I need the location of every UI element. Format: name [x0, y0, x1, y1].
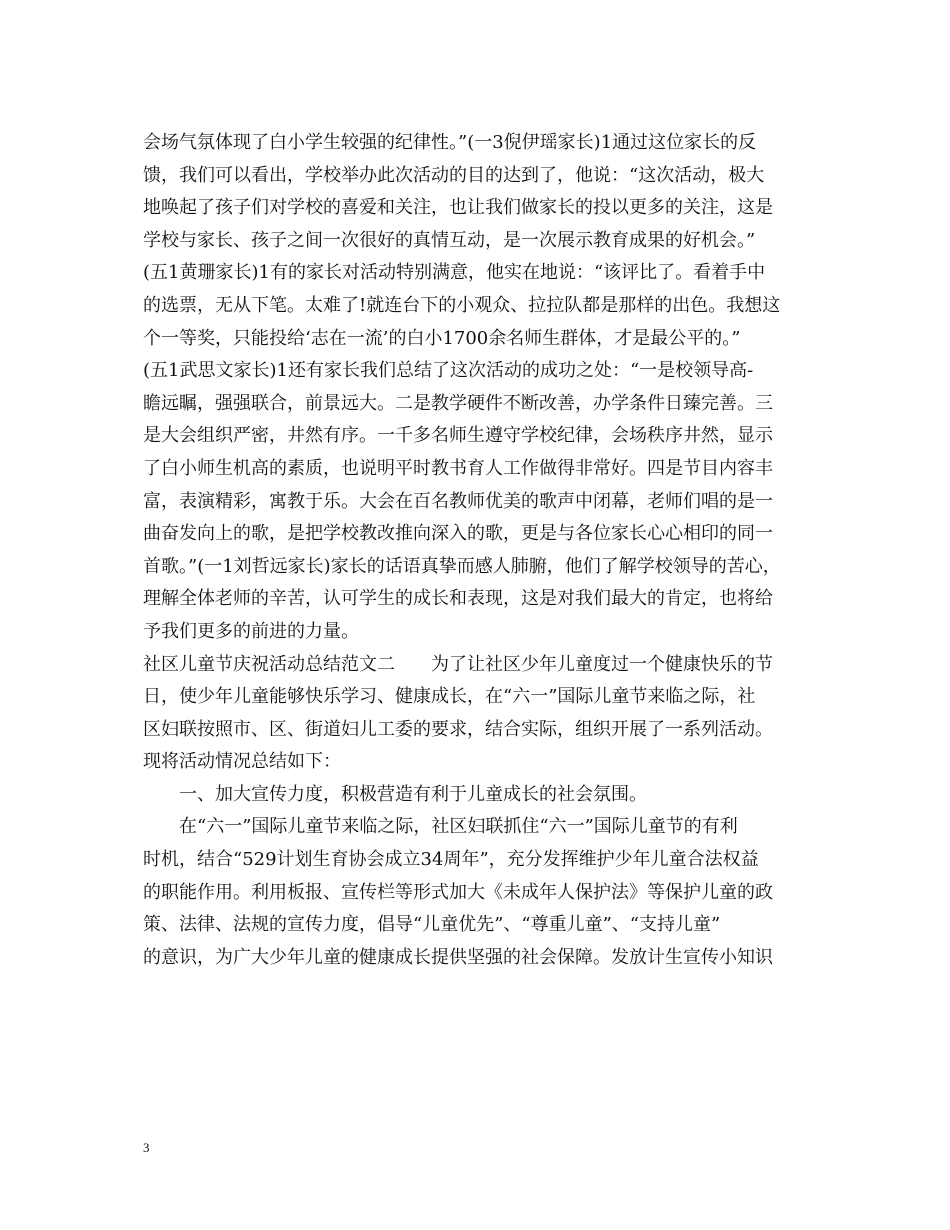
text-line: 曲奋发向上的歌，是把学校教改推向深入的歌，更是与各位家长心心相印的同一: [143, 523, 773, 545]
section-title-line: 社区儿童节庆祝活动总结范文二 为了让社区少年儿童度过一个健康快乐的节: [143, 653, 773, 675]
text-line: 地唤起了孩子们对学校的喜爱和关注，也让我们做家长的投以更多的关注，这是: [143, 197, 773, 219]
text-line: (五1武思文家长)1还有家长我们总结了这次活动的成功之处：“一是校领导高-: [143, 360, 754, 382]
text-line: 个一等奖，只能投给‘志在一流’的白小1700余名师生群体，才是最公平的。”: [143, 327, 741, 349]
paragraph-start-line: 在“六一”国际儿童节来临之际，社区妇联抓住“六一”国际儿童节的有利: [179, 816, 738, 838]
text-line: 馈，我们可以看出，学校举办此次活动的目的达到了，他说：“这次活动，极大: [143, 164, 765, 186]
text-line: 会场气氛体现了白小学生较强的纪律性。”(一3倪伊瑶家长)1通过这位家长的反: [143, 132, 757, 153]
text-line: 日，使少年儿童能够快乐学习、健康成长，在“六一”国际儿童节来临之际，社: [143, 686, 756, 708]
text-line: 时机，结合“529计划生育协会成立34周年”，充分发挥维护少年儿童合法权益: [143, 849, 759, 871]
text-line: 的意识，为广大少年儿童的健康成长提供坚强的社会保障。发放计生宣传小知识: [143, 946, 773, 968]
text-line: 的选票，无从下笔。太难了!就连台下的小观众、拉拉队都是那样的出色。我想这: [143, 294, 781, 316]
text-line: 策、法律、法规的宣传力度，倡导“儿童优先”、“尊重儿童”、“支持儿童”: [143, 914, 721, 936]
text-line: 的职能作用。利用板报、宣传栏等形式加大《未成年人保护法》等保护儿童的政: [143, 881, 773, 903]
text-line: 理解全体老师的辛苦，认可学生的成长和表现，这是对我们最大的肯定，也将给: [143, 588, 773, 610]
page-number: 3: [143, 1140, 150, 1155]
text-line: 学校与家长、孩子之间一次很好的真情互动，是一次展示教育成果的好机会。”: [143, 229, 756, 251]
text-line: 了白小师生机高的素质，也说明平时教书育人工作做得非常好。四是节目内容丰: [143, 457, 773, 479]
body-text: [143, 127, 833, 974]
text-line: (五1黄珊家长)1有的家长对活动特别满意，他实在地说：“该评比了。看着手中: [143, 262, 766, 284]
text-line: 予我们更多的前进的力量。: [143, 620, 359, 642]
text-line: 区妇联按照市、区、街道妇儿工委的要求，结合实际，组织开展了一系列活动。: [143, 718, 773, 740]
text-line: 富，表演精彩，寓教于乐。大会在百名教师优美的歌声中闭幕，老师们唱的是一: [143, 490, 773, 512]
text-line: 瞻远瞩，强强联合，前景远大。二是教学硬件不断改善，办学条件日臻完善。三: [143, 392, 773, 414]
text-line: 现将活动情况总结如下：: [143, 751, 341, 773]
text-line: 首歌。”(一1刘哲远家长)家长的话语真挚而感人肺腑，他们了解学校领导的苦心，: [143, 555, 781, 577]
text-line: 是大会组织严密，井然有序。一千多名师生遵守学校纪律，会场秩序井然，显示: [143, 425, 773, 447]
subheading-line: 一、加大宣传力度，积极营造有利于儿童成长的社会氛围。: [179, 783, 647, 805]
